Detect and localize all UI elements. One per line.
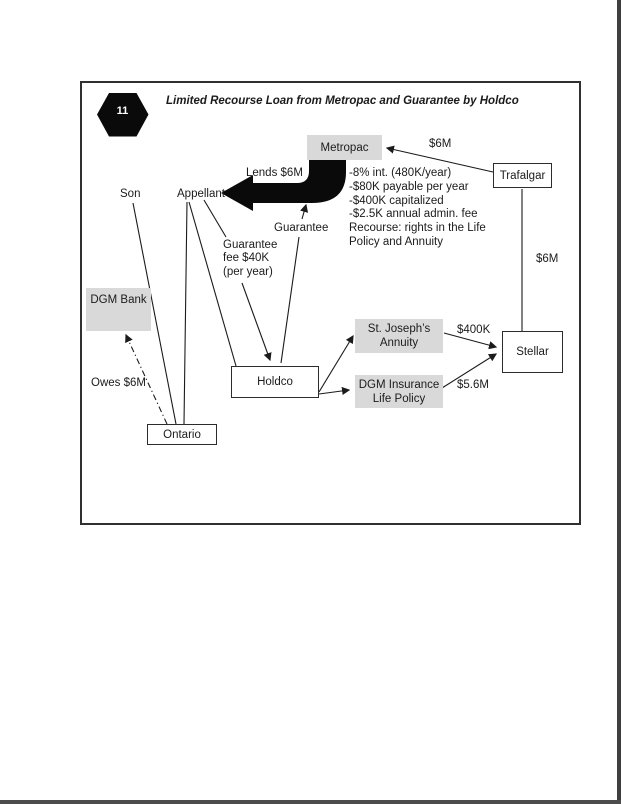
- node-trafalgar: [493, 163, 552, 188]
- edge-holdco-stjosephs: [319, 336, 353, 392]
- loan-terms-line: Recourse: rights in the Life: [349, 222, 486, 235]
- edge-appellant-ontario: [184, 202, 187, 424]
- label-guarantee-fee-line1: Guarantee: [223, 239, 278, 251]
- node-dgm-insurance-line1: DGM Insurance: [358, 378, 440, 391]
- node-metropac-label: Metropac: [320, 141, 369, 154]
- loan-terms-line: Policy and Annuity: [349, 235, 443, 248]
- node-holdco: [231, 366, 319, 398]
- loan-terms-line: -$400K capitalized: [349, 194, 444, 207]
- loan-terms-line: -8% int. (480K/year): [349, 167, 452, 179]
- label-owes-6m: Owes $6M: [91, 377, 146, 389]
- node-st-josephs-line2: Annuity: [379, 337, 419, 349]
- node-st-josephs-line1: St. Joseph’s: [367, 323, 431, 335]
- label-guarantee-fee-line3: (per year): [223, 265, 273, 278]
- node-metropac: [307, 135, 382, 160]
- edge-holdco-guarantee-label: [281, 237, 299, 363]
- label-amount-trafalgar-metropac: $6M: [429, 138, 452, 150]
- label-amount-5-6m: $5.6M: [457, 379, 489, 391]
- label-guarantee-fee-line2: fee $40K: [223, 252, 270, 265]
- node-stellar-label: Stellar: [516, 346, 549, 358]
- label-guarantee-fee: [223, 239, 277, 279]
- loan-terms-line: -$2.5K annual admin. fee: [349, 208, 478, 221]
- node-holdco-label: Holdco: [257, 376, 293, 388]
- label-amount-trafalgar-stellar: $6M: [536, 253, 559, 265]
- label-amount-400k: $400K: [457, 324, 491, 336]
- actor-appellant-label: Appellant: [177, 188, 225, 200]
- node-ontario: [147, 424, 217, 445]
- label-guarantee: Guarantee: [274, 222, 329, 234]
- node-dgm-bank-label: DGM Bank: [90, 294, 147, 306]
- actor-son-label: Son: [120, 188, 141, 200]
- node-dgm-insurance-life-policy: [355, 375, 443, 408]
- loan-terms-block: [349, 167, 486, 250]
- node-ontario-label: Ontario: [163, 428, 201, 441]
- leader-appellant-guarantee-fee: [204, 200, 226, 237]
- node-st-josephs-annuity: [355, 319, 443, 353]
- page-title: Limited Recourse Loan from Metropac and Guarantee by Holdco: [166, 95, 519, 107]
- node-dgm-insurance-line2: Life Policy: [372, 392, 426, 405]
- edge-guarantee-label-loanarrow: [302, 205, 306, 219]
- edge-guarantee-fee-holdco: [242, 283, 270, 360]
- node-trafalgar-label: Trafalgar: [499, 169, 546, 182]
- slide-number: 11: [116, 105, 129, 117]
- node-dgm-bank: [86, 288, 151, 331]
- loan-terms-line: -$80K payable per year: [349, 180, 469, 193]
- edge-appellant-holdco: [189, 202, 236, 366]
- edge-holdco-dgminsurance: [319, 390, 349, 394]
- node-stellar: [502, 331, 563, 373]
- label-lends-6m: Lends $6M: [246, 167, 303, 179]
